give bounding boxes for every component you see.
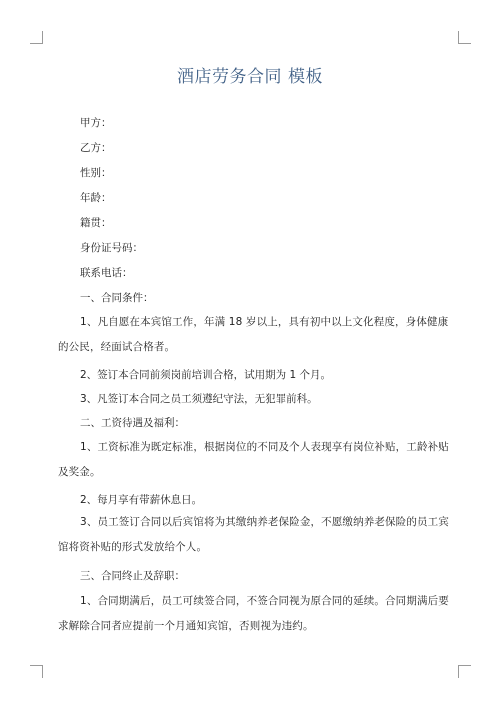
section1-item3: 3、凡签订本合同之员工须遵纪守法，无犯罪前科。 [80, 393, 318, 405]
section2-item3: 3、员工签订合同以后宾馆将为其缴纳养老保险金，不愿缴纳养老保险的员工宾馆将资补贴的形式发放给个人。 [58, 516, 449, 553]
field-native-place: 籍贯： [80, 217, 112, 229]
section1-item1: 1、凡自愿在本宾馆工作，年满 18 岁以上，具有初中以上文化程度，身体健康的公民，经面试合格者。 [58, 316, 449, 353]
document-title: 酒店劳务合同 模板 [177, 67, 323, 87]
section1-heading: 一、合同条件： [80, 292, 154, 304]
section3-item1: 1、合同期满后，员工可续签合同，不签合同视为原合同的延续。合同期满后要求解除合同者应提前一个月通知宾馆，否则视为违约。 [58, 595, 449, 632]
section2-item1: 1、工资标准为既定标准，根据岗位的不同及个人表现享有岗位补贴，工龄补贴及奖金。 [58, 441, 449, 478]
section2-item2: 2、每月享有带薪休息日。 [80, 494, 203, 506]
field-age: 年龄： [80, 192, 112, 204]
crop-mark-top-right [458, 31, 471, 44]
section1-item2: 2、签订本合同前须岗前培训合格，试用期为 1 个月。 [80, 369, 332, 381]
crop-mark-bottom-left [30, 665, 43, 678]
field-party-b: 乙方： [80, 142, 112, 154]
section3-heading: 三、合同终止及辞职： [80, 570, 185, 582]
field-phone: 联系电话： [80, 267, 133, 279]
section2-heading: 二、工资待遇及福利： [80, 417, 185, 429]
field-gender: 性别： [80, 167, 112, 179]
crop-mark-top-left [30, 31, 43, 44]
field-id-number: 身份证号码： [80, 242, 143, 254]
field-party-a: 甲方： [80, 117, 112, 129]
crop-mark-bottom-right [458, 665, 471, 678]
